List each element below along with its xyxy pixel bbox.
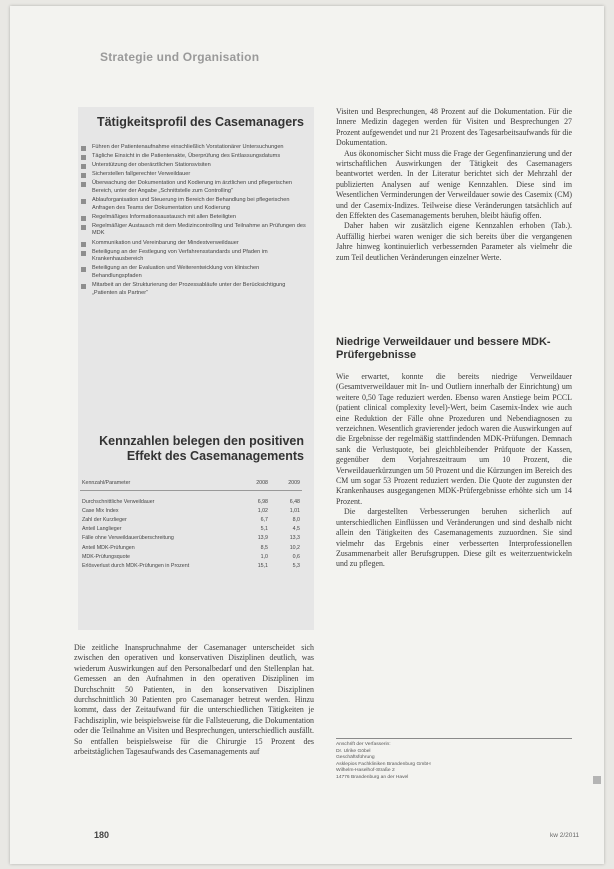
subheading: Niedrige Verweildauer und bessere MDK-Prüfergebnisse [336, 336, 551, 361]
kpi-table [80, 478, 302, 571]
margin-marker [593, 776, 601, 784]
issue-label: kw 2/2011 [550, 832, 580, 839]
table-row [80, 534, 302, 543]
profile-box-title: Tätigkeitsprofil des Casemanagers [96, 115, 304, 129]
kpi-box-title: Kennzahlen belegen den positiven Effekt des Casemanagements [99, 434, 304, 463]
table-cell: 4,5 [292, 526, 300, 533]
right-text-column-top [336, 107, 572, 263]
body-paragraph: Die dargestellten Verbesserungen beruhen sicherlich auf unterschiedlichen Einflüssen und Veränderungen und sind deshalb nicht allein den Tätigkeiten des Casemanagements zuzuordnen. Sie sind vielmehr das Ergebnis einer verbesserten Interprofessionellen Zusammenarbeit aller Berufsgruppen. Diese gilt es weiterzuentwickeln und zu pflegen. [336, 507, 572, 569]
list-item: Sicherstellen fallgerechter Verweildauer [78, 171, 308, 179]
table-cell: Zahl der Kurzlieger [82, 516, 127, 523]
table-cell: 1,01 [289, 507, 300, 514]
contact-line: Asklepios Fachkliniken Brandenburg GmbH [336, 761, 431, 767]
contact-line: Wilhelm-Haselhof-Straße 2 [336, 768, 395, 774]
table-cell: 0,6 [292, 553, 300, 560]
table-cell: 1,0 [260, 553, 268, 560]
table-cell: 8,0 [292, 516, 300, 523]
table-cell: Durchschnittliche Verweildauer [82, 498, 155, 505]
list-item: Unterstützung der oberärztlichen Stationsvisiten [78, 162, 308, 170]
list-item: Beteiligung an der Festlegung von Verfahrensstandards und Pfaden im Krankenhausbereich [78, 249, 308, 264]
table-header-row [80, 478, 302, 490]
contact-line: Dr. Ulrike Göbel [336, 748, 371, 754]
body-paragraph: Daher haben wir zusätzlich eigene Kennzahlen erhoben (Tab.). Auffällig hierbei waren weniger die sich bereits über die vergangenen Jahre hinweg kontinuierlich verbessernden Parameter als vielmehr die zum Teil deutlichen Veränderungen einzelner Werte. [336, 221, 572, 262]
table-row [80, 506, 302, 515]
table-cell: 15,1 [257, 562, 268, 569]
table-cell: 6,7 [260, 516, 268, 523]
list-item: Ablauforganisation und Steuerung im Bereich der Behandlung bei pflegerischen Anfragen des Teams der Dokumentation und Kodierung [78, 197, 308, 212]
section-heading: Strategie und Organisation [100, 50, 260, 64]
table-cell: MDK-Prüfungsquote [82, 553, 130, 560]
list-item: Kommunikation und Vereinbarung der Mindestverweildauer [78, 240, 308, 248]
list-item: Regelmäßiger Austausch mit dem Medizincontrolling und Teilnahme an Prüfungen des MDK [78, 223, 308, 238]
list-item: Regelmäßiges Informationsaustausch mit allen Beteiligten [78, 214, 308, 222]
list-item: Führen der Patientenaufnahme einschließlich Vorstationärer Untersuchungen [78, 144, 308, 152]
body-paragraph: Aus ökonomischer Sicht muss die Frage der Gegenfinanzierung und der wirtschaftlichen Auswirkungen der Tätigkeit des Casemanagers beantwortet werden. In der Literatur berichtet sich der Mehrzahl der publizierten Analysen auf wenige Kennzahlen. Diese sind im Wesentlichen Verminderungen der Verweildauer sowie des Casemix (CM) und der Casemix-Indizes. Teilweise diese Veränderungen tatsächlich auf den Effekten des Casemanagements beruhen, bleibt häufig offen. [336, 148, 572, 221]
table-cell: 10,2 [289, 544, 300, 551]
contact-line: 14776 Brandenburg an der Havel [336, 774, 409, 780]
contact-label: Anschrift der Verfasserin: [336, 742, 391, 747]
table-cell: 13,3 [289, 535, 300, 542]
table-cell: 6,98 [257, 498, 268, 505]
table-row [80, 525, 302, 534]
body-paragraph: Wie erwartet, konnte die bereits niedrige Verweildauer (Gesamtverweildauer mit In- und Outliern innerhalb der Einrichtung) um weitere 0,50 Tage reduziert werden. Ebenso waren Anstiege beim PCCL (patient clinical complexity level)-Wert, beim Casemix-Index wie auch eine Reduktion der Fälle ohne Prozeduren und Nebendiagnosen zu verzeichnen. Wesentlich gravierender jedoch waren die Auswirkungen auf die Ergebnisse der regelmäßig stattfindenden MDK-Prüfungen. Demnach sank die Verlustquote, bei gleichbleibender Prüfquote der Kassen, gegenüber dem Vorjahreszeitraum um 10 Prozent, die Verweildauerkürzungen um 50 Prozent und die Kürzungen im Bereich des CM um sogar 53 Prozent reduziert werden. Die Quote der zugunsten der Krankenhauses ausgegangenen MDK-Prüfergebnisse erhöhte sich um 14 Prozent. [336, 372, 572, 506]
page-number: 180 [94, 830, 110, 840]
table-row [80, 490, 302, 506]
kpi-box [78, 426, 314, 630]
table-cell: 6,48 [289, 498, 300, 505]
body-paragraph: Visiten und Besprechungen, 48 Prozent auf die Dokumentation. Für die Innere Medizin dagegen werden für Visiten und Besprechungen 27 Prozent aufgewendet und nur 21 Prozent des Tagesarbeitsaufwands für die Dokumentation. [336, 107, 572, 148]
table-cell: Erlösverlust durch MDK-Prüfungen in Prozent [82, 562, 190, 569]
table-cell: 13,9 [257, 535, 268, 542]
body-paragraph: Die zeitliche Inanspruchnahme der Casemanager unterscheidet sich zwischen den operativen und konservativen Disziplinen deutlich, was wiederum Auswirkungen auf den Personalbedarf und den Stellenplan hat. Gemessen an den Aufnahmen in den operativen Disziplinen im Durchschnitt 50 Patienten, in den konservativen Disziplinen durchschnittlich 30 Patienten pro Casemanager betreut werden. Hinzu kommt, dass der Zeitaufwand für die unterschiedlichen Tätigkeiten je Fachdisziplin, wie beispielsweise für die Fallsteuerung, die Dokumentation oder die Teilnahme an Visiten und Besprechungen, unterschiedlich ausfällt. So entfallen beispielsweise für die Chirurgie 15 Prozent des arbeitstäglichen Tagesaufwands des Casemanagements auf [74, 643, 314, 757]
list-item: Überwachung der Dokumentation und Kodierung im ärztlichen und pflegerischen Bereich, unter der Angabe „Schnittstelle zum Controlling“ [78, 180, 308, 195]
table-cell: Anteil MDK-Prüfungen [82, 544, 135, 551]
author-contact [336, 738, 572, 782]
table-row [80, 515, 302, 524]
table-cell: 1,02 [257, 507, 268, 514]
list-item: Beteiligung an der Evaluation und Weiterentwicklung von klinischen Behandlungspfaden [78, 265, 308, 280]
table-cell: Anteil Langlieger [82, 526, 122, 533]
table-cell: 5,3 [292, 562, 300, 569]
document-page [10, 6, 604, 864]
list-item: Mitarbeit an der Strukturierung der Prozessabläufe unter der Berücksichtigung „Patienten als Partner“ [78, 282, 308, 297]
table-row [80, 543, 302, 552]
table-row [80, 552, 302, 561]
column-header: 2009 [270, 478, 302, 490]
table-row [80, 561, 302, 570]
table-cell: 5,1 [260, 526, 268, 533]
profile-list [78, 144, 314, 297]
table-cell: Fälle ohne Verweildauerüberschreitung [82, 535, 174, 542]
list-item: Tägliche Einsicht in die Patientenakte, Überprüfung des Entlassungsdatums [78, 153, 308, 161]
contact-line: Geschäftsführung [336, 755, 375, 761]
table-cell: Case Mix Index [82, 507, 119, 514]
left-text-column [74, 643, 314, 757]
column-header: 2008 [238, 478, 270, 490]
right-text-column-bottom [336, 372, 572, 570]
column-header: Kennzahl/Parameter [80, 478, 238, 490]
table-cell: 8,5 [260, 544, 268, 551]
